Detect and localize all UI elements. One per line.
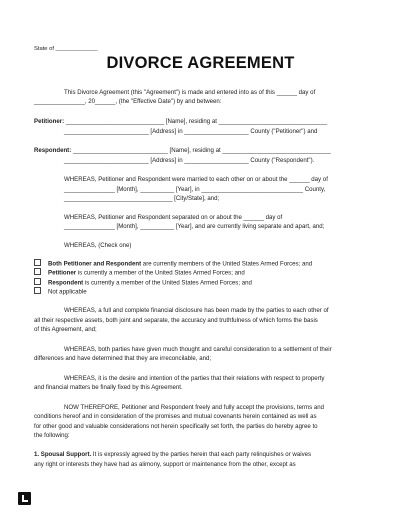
section-1-line-1: 1. Spousal Support. It is expressly agreed by the parties herein that each party relinquishes or waives [34, 451, 312, 458]
married-line-2: _______________ [Month], __________ [Year], in ______________________________ County, [64, 186, 326, 193]
petitioner-line-1-rest: _____________________________ [Name], residing at ________________________________ [64, 118, 328, 125]
option-petitioner: Petitioner is currently a member of the United States Armed Forces; and [34, 268, 245, 278]
checkbox[interactable] [34, 268, 41, 275]
married-line-1: WHEREAS, Petitioner and Respondent were married to each other on or about the ______ day of [64, 176, 328, 183]
petitioner-line-2: _________________________ [Address] in ___________________ County ("Petitioner") and [64, 128, 318, 135]
petitioner-line-1 [34, 117, 370, 127]
disclosure-line-2: all their respective assets, both joint and separate, the accuracy and truthfulness of which forms the basis [34, 317, 318, 324]
respondent-line-1-rest: ____________________________ [Name], residing at ________________________________ [71, 147, 331, 154]
option-respondent: Respondent is currently a member of the United States Armed Forces; and [34, 278, 252, 288]
consideration-line-2: differences and have determined that they are irreconcilable, and; [34, 355, 212, 362]
now-therefore-line-2: conditions hereof and in consideration of the promises and mutual covenants herein contained as well as [34, 413, 317, 420]
married-line-3: ________________________________ [City/State], and; [64, 195, 220, 202]
checkbox[interactable] [34, 287, 41, 294]
section-1-line-2: any right or interests they have had as alimony, support or maintenance from the other, except as [34, 461, 296, 468]
option-both: Both Petitioner and Respondent are currently members of the United States Armed Forces; and [34, 259, 312, 269]
respondent-line-2: _________________________ [Address] in ___________________ County ("Respondent"). [64, 157, 315, 164]
respondent-line-1 [34, 146, 370, 156]
petitioner-label: Petitioner: [34, 118, 65, 125]
now-therefore-line-4: the following: [34, 432, 70, 439]
intention-line-2: and financial matters be finally fixed by this Agreement. [34, 384, 183, 391]
respondent-label: Respondent: [34, 147, 72, 154]
separated-line-2: _______________ [Month], __________ [Year], and are currently living separate and apart, and; [64, 223, 325, 230]
now-therefore-line-3: for other good and valuable considerations not herein specifically set forth, the parties do hereby agree to [34, 423, 318, 430]
state-line: State of _____________ [34, 46, 98, 52]
section-1-heading: 1. Spousal Support. [34, 451, 92, 458]
now-therefore-line-1: NOW THEREFORE, Petitioner and Respondent freely and fully accept the provisions, terms and [64, 404, 325, 411]
checkbox[interactable] [34, 278, 41, 285]
disclosure-line-3: of this Agreement, and; [34, 326, 97, 333]
intro-line-1: This Divorce Agreement (this "Agreement") is made and entered into as of this ______ day of [64, 89, 316, 96]
option-not-applicable: Not applicable [34, 287, 87, 297]
whereas-check-line: WHEREAS, (Check one) [64, 242, 132, 249]
consideration-line-1: WHEREAS, both parties have given much thought and careful consideration to a settlement of their [64, 346, 332, 353]
disclosure-line-1: WHEREAS, a full and complete financial disclosure has been made by the parties to each other of [64, 307, 329, 314]
separated-line-1: WHEREAS, Petitioner and Respondent separated on or about the ______ day of [64, 214, 283, 221]
brand-logo-icon [18, 492, 31, 505]
checkbox[interactable] [34, 259, 41, 266]
intro-line-2: _______________, 20______, (the "Effective Date") by and between: [34, 98, 222, 105]
document-title: DIVORCE AGREEMENT [106, 54, 295, 72]
intention-line-1: WHEREAS, it is the desire and intention of the parties that their relations with respect to property [64, 375, 325, 382]
